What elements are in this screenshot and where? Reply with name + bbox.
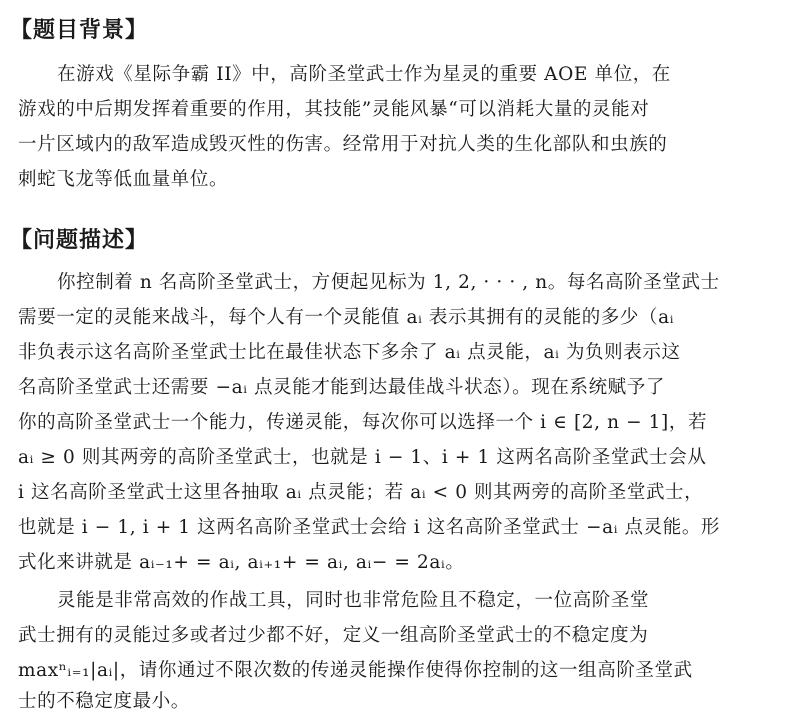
background-line-4: 刺蛇飞龙等低血量单位。 — [18, 169, 229, 190]
background-line-3: 一片区域内的敌军造成毁灭性的伤害。经常用于对抗人类的生化部队和虫族的 — [18, 134, 668, 155]
description-line-10: 灵能是非常高效的作战工具，同时也非常危险且不稳定，一位高阶圣堂 — [57, 590, 650, 611]
background-heading: 【题目背景】 — [10, 18, 149, 43]
description-line-13: 士的不稳定度最小。 — [18, 691, 190, 712]
description-line-2: 需要一定的灵能来战斗，每个人有一个灵能值 aᵢ 表示其拥有的灵能的多少（aᵢ — [18, 307, 675, 328]
description-heading: 【问题描述】 — [10, 228, 149, 253]
description-line-6: aᵢ ≥ 0 则其两旁的高阶圣堂武士，也就是 i − 1、i + 1 这两名高阶圣堂武士会从 — [18, 447, 707, 468]
background-line-2: 游戏的中后期发挥着重要的作用，其技能”灵能风暴“可以消耗大量的灵能对 — [18, 99, 650, 120]
description-line-4: 名高阶圣堂武士还需要 −aᵢ 点灵能才能到达最佳战斗状态）。现在系统赋予了 — [18, 377, 665, 398]
description-line-3: 非负表示这名高阶圣堂武士比在最佳状态下多余了 aᵢ 点灵能，aᵢ 为负则表示这 — [18, 342, 681, 363]
description-line-5: 你的高阶圣堂武士一个能力，传递灵能，每次你可以选择一个 i ∈ [2, n − 1]，若 — [18, 412, 708, 433]
description-line-12: maxⁿᵢ₌₁|aᵢ|，请你通过不限次数的传递灵能操作使得你控制的这一组高阶圣堂武 — [18, 660, 693, 681]
description-line-7: i 这名高阶圣堂武士这里各抽取 aᵢ 点灵能；若 aᵢ < 0 则其两旁的高阶圣堂武士， — [18, 482, 704, 503]
description-line-1: 你控制着 n 名高阶圣堂武士，方便起见标为 1, 2, · · · , n。每名高阶圣堂武士 — [57, 272, 720, 293]
description-line-8: 也就是 i − 1, i + 1 这两名高阶圣堂武士会给 i 这名高阶圣堂武士 −aᵢ 点灵能。形 — [18, 517, 721, 538]
description-line-9: 式化来讲就是 aᵢ₋₁+ = aᵢ, aᵢ₊₁+ = aᵢ, aᵢ− = 2aᵢ。 — [18, 552, 465, 573]
description-line-11: 武士拥有的灵能过多或者过少都不好，定义一组高阶圣堂武士的不稳定度为 — [18, 625, 649, 646]
background-line-1: 在游戏《星际争霸 II》中，高阶圣堂武士作为星灵的重要 AOE 单位，在 — [57, 64, 671, 85]
